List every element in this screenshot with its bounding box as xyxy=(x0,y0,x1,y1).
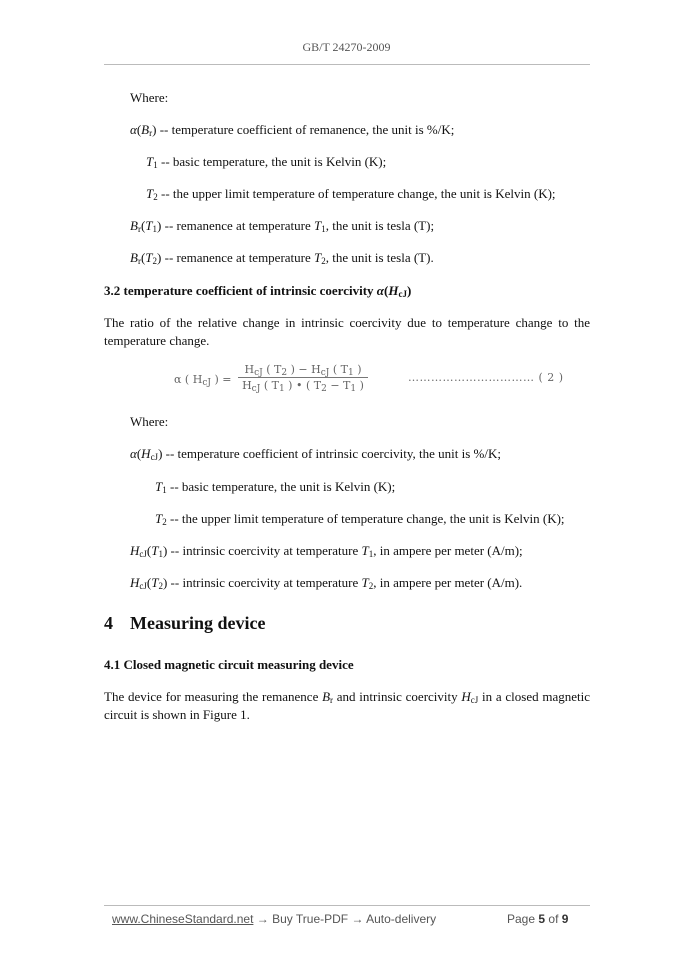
header-rule xyxy=(104,64,590,65)
def-br-t2: $B_r(T_2)$ -- remanence at temperature $T_2$, the unit is tesla (T). xyxy=(130,250,434,266)
footer-tagline: → Buy True-PDF → Auto-delivery xyxy=(253,912,437,926)
site-link[interactable]: www.ChineseStandard.net xyxy=(112,912,254,926)
where-label-1: Where: xyxy=(130,90,169,105)
def-t1: $T_1$ -- basic temperature, the unit is Kelvin (K); xyxy=(146,154,387,170)
def-alpha-hcj: $\alpha(H_{cJ})$ -- temperature coefficient of intrinsic coercivity, the unit is %/K; xyxy=(130,446,501,462)
formula-leader-dots: …………………………… ( 2 ) xyxy=(408,371,564,384)
page-header: GB/T 24270-2009 xyxy=(302,40,391,54)
formula-2 xyxy=(174,363,584,397)
footer-links xyxy=(112,912,436,926)
formula-lhs: α ( $H_{cJ}$ ) = xyxy=(174,373,232,388)
section-3-2-paragraph: The ratio of the relative change in intrinsic coercivity due to temperature change to the temperature change. xyxy=(104,315,590,348)
def-t2-b: $T_2$ -- the upper limit temperature of temperature change, the unit is Kelvin (K); xyxy=(155,511,565,527)
section-4-heading: 4 Measuring device xyxy=(104,613,266,633)
def-t2: $T_2$ -- the upper limit temperature of temperature change, the unit is Kelvin (K); xyxy=(146,186,556,202)
def-hcj-t1: $H_{cJ}(T_1)$ -- intrinsic coercivity at temperature $T_1$, in ampere per meter (A/m); xyxy=(130,543,523,559)
section-3-2-heading: 3.2 temperature coefficient of intrinsic coercivity $\alpha(H_{cJ})$ xyxy=(104,283,412,299)
page-indicator: Page 5 of 9 xyxy=(507,912,569,926)
where-label-2: Where: xyxy=(130,414,169,429)
def-br-t1: $B_r(T_1)$ -- remanence at temperature $T_1$, the unit is tesla (T); xyxy=(130,218,435,234)
formula-denominator: $H_{cJ}$ ( $T_1$ ) • ( $T_2 - T_1$ ) xyxy=(242,379,364,394)
equation-number: ( 2 ) xyxy=(538,371,564,384)
formula-numerator: $H_{cJ}$ ( $T_2$ ) − $H_{cJ}$ ( $T_1$ ) xyxy=(238,363,368,378)
footer-rule xyxy=(104,905,590,906)
section-4-1-heading: 4.1 Closed magnetic circuit measuring device xyxy=(104,657,354,672)
section-4-1-paragraph: The device for measuring the remanence $B_r$ and intrinsic coercivity $H_{cJ}$ in a closed magnetic circuit is shown in Figure 1. xyxy=(104,689,590,722)
def-t1-b: $T_1$ -- basic temperature, the unit is Kelvin (K); xyxy=(155,479,396,495)
def-alpha-br: $\alpha(B_r)$ -- temperature coefficient of remanence, the unit is %/K; xyxy=(130,122,455,138)
def-hcj-t2: $H_{cJ}(T_2)$ -- intrinsic coercivity at temperature $T_2$, in ampere per meter (A/m). xyxy=(130,575,523,591)
formula-fraction xyxy=(238,363,368,392)
